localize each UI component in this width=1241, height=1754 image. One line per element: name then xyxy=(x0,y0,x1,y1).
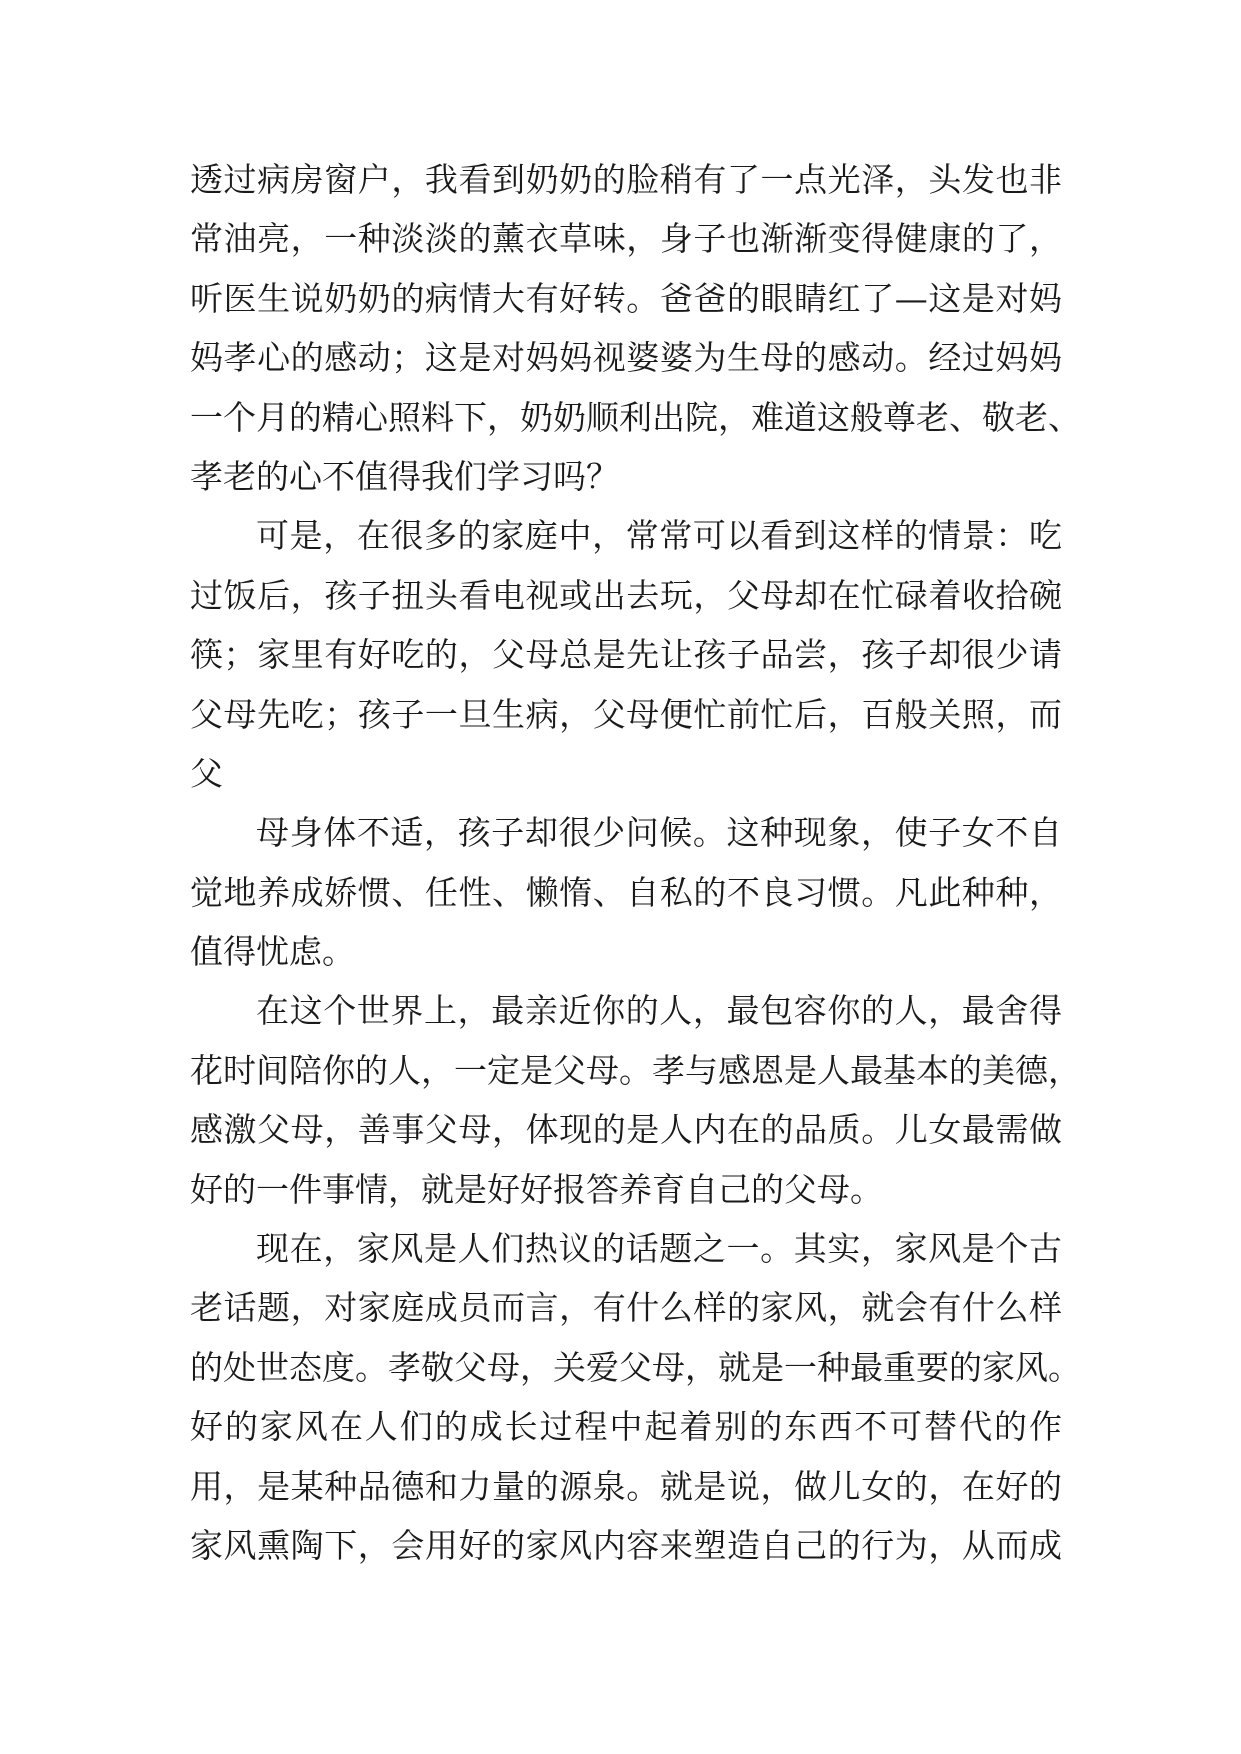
text-line: 妈孝心的感动；这是对妈妈视婆婆为生母的感动。经过妈妈 xyxy=(190,338,1062,378)
text-line: 花时间陪你的人，一定是父母。孝与感恩是人最基本的美德， xyxy=(190,1050,1081,1090)
text-line: 母身体不适，孩子却很少问候。这种现象，使子女不自 xyxy=(256,813,1062,853)
text-line: 筷；家里有好吃的，父母总是先让孩子品尝，孩子却很少请 xyxy=(190,635,1062,675)
text-line: 在这个世界上，最亲近你的人，最包容你的人，最舍得 xyxy=(256,991,1062,1031)
text-line: 常油亮，一种淡淡的薰衣草味，身子也渐渐变得健康的了， xyxy=(190,219,1062,259)
body-text xyxy=(190,150,1081,1575)
text-line: 值得忧虑。 xyxy=(190,932,355,972)
text-line: 的处世态度。孝敬父母，关爱父母，就是一种最重要的家风。 xyxy=(190,1347,1081,1387)
text-line: 好的家风在人们的成长过程中起着别的东西不可替代的作 xyxy=(190,1407,1062,1447)
text-line: 听医生说奶奶的病情大有好转。爸爸的眼睛红了—这是对妈 xyxy=(190,278,1062,318)
text-line: 透过病房窗户，我看到奶奶的脸稍有了一点光泽，头发也非 xyxy=(190,160,1062,199)
text-line: 好的一件事情，就是好好报答养育自己的父母。 xyxy=(190,1169,883,1209)
text-line: 父 xyxy=(190,753,223,793)
text-line: 家风熏陶下，会用好的家风内容来塑造自己的行为，从而成 xyxy=(190,1525,1062,1565)
text-line: 现在，家风是人们热议的话题之一。其实，家风是个古 xyxy=(256,1229,1062,1269)
text-line: 过饭后，孩子扭头看电视或出去玩，父母却在忙碌着收拾碗 xyxy=(190,575,1062,615)
text-line: 一个月的精心照料下，奶奶顺利出院，难道这般尊老、敬老、 xyxy=(190,397,1081,437)
text-line: 用，是某种品德和力量的源泉。就是说，做儿女的，在好的 xyxy=(190,1466,1062,1506)
text-line: 觉地养成娇惯、任性、懒惰、自私的不良习惯。凡此种种， xyxy=(190,872,1062,912)
text-line: 感激父母，善事父母，体现的是人内在的品质。儿女最需做 xyxy=(190,1110,1062,1150)
text-line: 老话题，对家庭成员而言，有什么样的家风，就会有什么样 xyxy=(190,1288,1062,1328)
text-line: 孝老的心不值得我们学习吗？ xyxy=(190,456,619,496)
text-line: 父母先吃；孩子一旦生病，父母便忙前忙后，百般关照，而 xyxy=(190,694,1062,734)
text-line: 可是，在很多的家庭中，常常可以看到这样的情景：吃 xyxy=(256,516,1062,556)
